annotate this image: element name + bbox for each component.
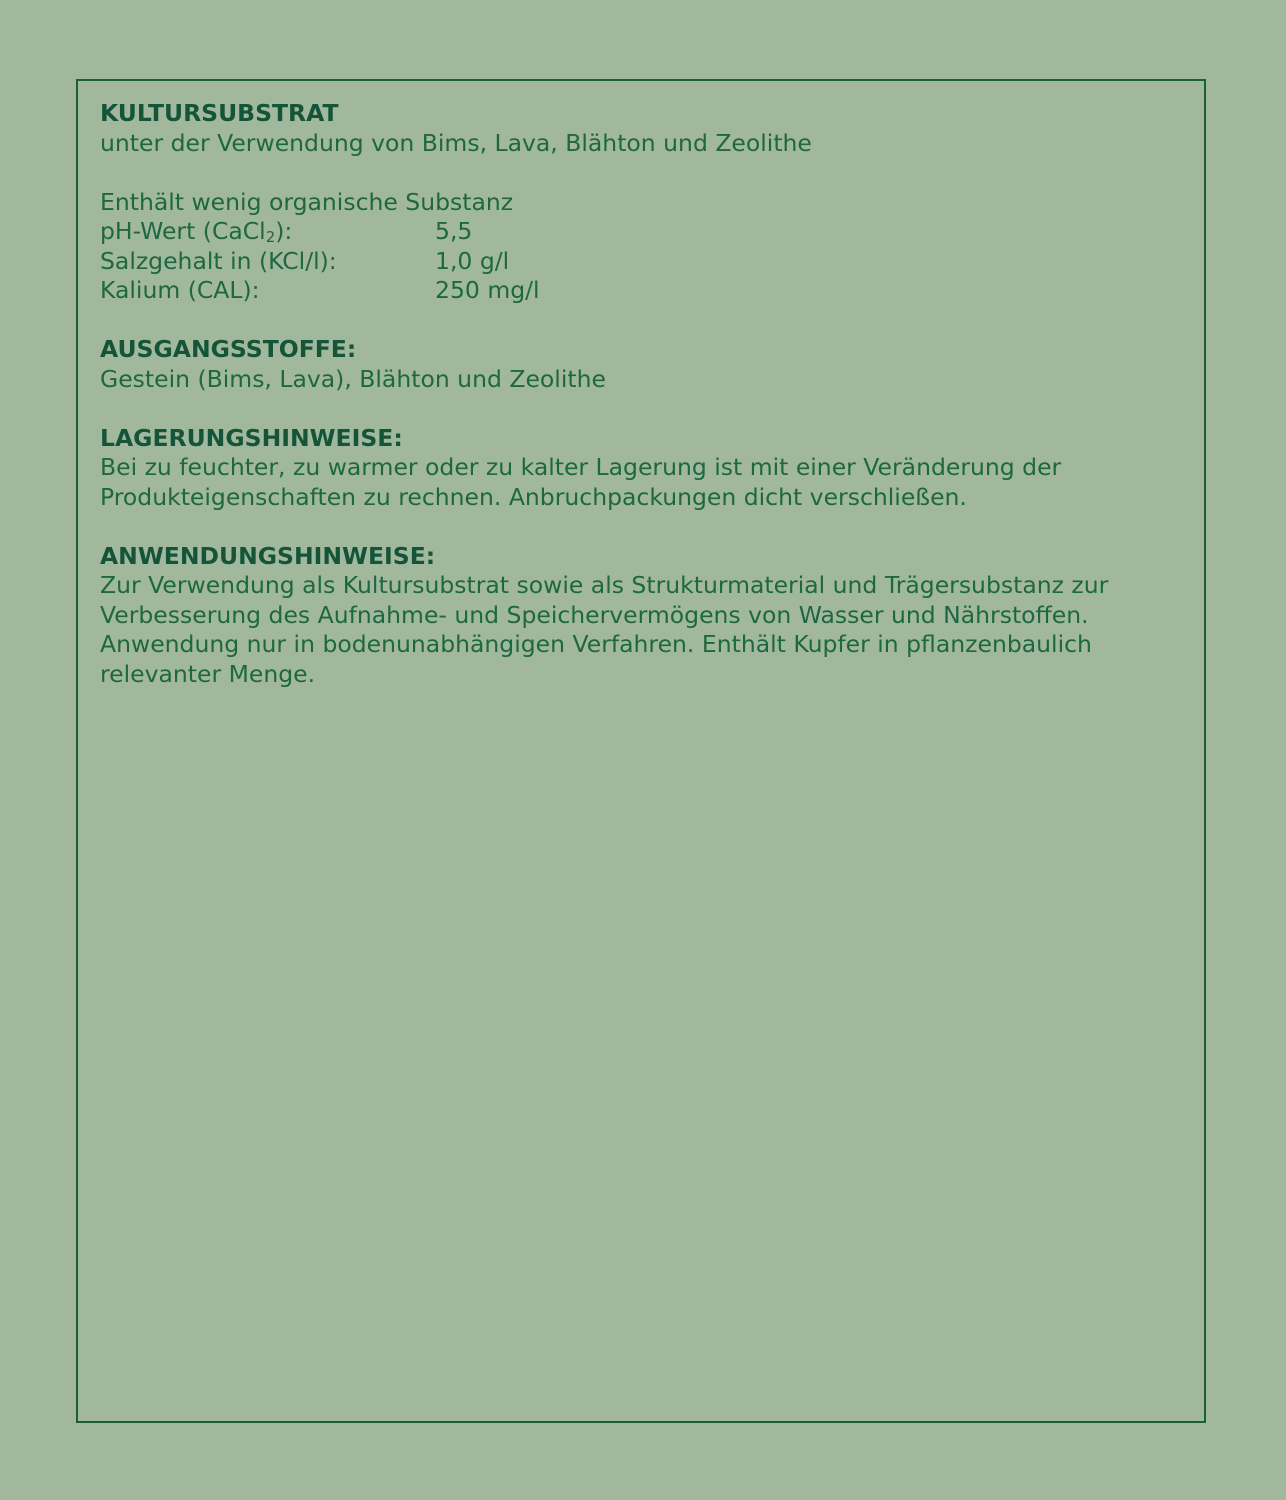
spacer [100, 512, 1144, 542]
heading-lagerungshinweise: LAGERUNGSHINWEISE: [100, 423, 403, 452]
spacer [100, 394, 1144, 424]
text-ausgangsstoffe: Gestein (Bims, Lava), Blähton und Zeolithe [100, 364, 606, 393]
heading-ausgangsstoffe: AUSGANGSSTOFFE: [100, 335, 357, 363]
property-value-kalium: 250 mg/l [435, 276, 540, 304]
text-lagerung-line-2: Produkteigenschaften zu rechnen. Anbruchpackungen dicht verschließen. [100, 482, 967, 511]
subtitle-kultursubstrat: unter der Verwendung von Bims, Lava, Blähton und Zeolithe [100, 128, 812, 157]
properties-intro: Enthält wenig organische Substanz [100, 187, 514, 216]
property-value-ph: 5,5 [435, 217, 473, 245]
property-row-kalium [100, 276, 1144, 306]
property-value-salzgehalt: 1,0 g/l [435, 246, 510, 275]
text-anwendung-line-3: Anwendung nur in bodenunabhängigen Verfahren. Enthält Kupfer in pflanzenbaulich [100, 630, 1092, 658]
property-label-ph: pH-Wert (CaCl$_2$): [100, 217, 293, 246]
property-row-ph [100, 217, 1144, 247]
label-frame [76, 79, 1206, 1423]
text-lagerung-line-1: Bei zu feuchter, zu warmer oder zu kalter Lagerung ist mit einer Veränderung der [100, 453, 1062, 481]
text-anwendung-line-2: Verbesserung des Aufnahme- und Speichervermögens von Wasser und Nährstoffen. [100, 600, 1089, 629]
text-anwendung-line-1: Zur Verwendung als Kultursubstrat sowie als Strukturmaterial und Trägersubstanz zur [100, 571, 1109, 599]
property-label-kalium: Kalium (CAL): [100, 276, 260, 304]
property-row-salzgehalt [100, 247, 1144, 277]
label-content [100, 99, 1144, 689]
spacer [100, 158, 1144, 188]
property-label-salzgehalt: Salzgehalt in (KCl/l): [100, 246, 337, 275]
spacer [100, 306, 1144, 336]
heading-anwendungshinweise: ANWENDUNGSHINWEISE: [100, 541, 436, 570]
heading-kultursubstrat: KULTURSUBSTRAT [100, 99, 339, 127]
text-anwendung-line-4: relevanter Menge. [100, 659, 316, 688]
